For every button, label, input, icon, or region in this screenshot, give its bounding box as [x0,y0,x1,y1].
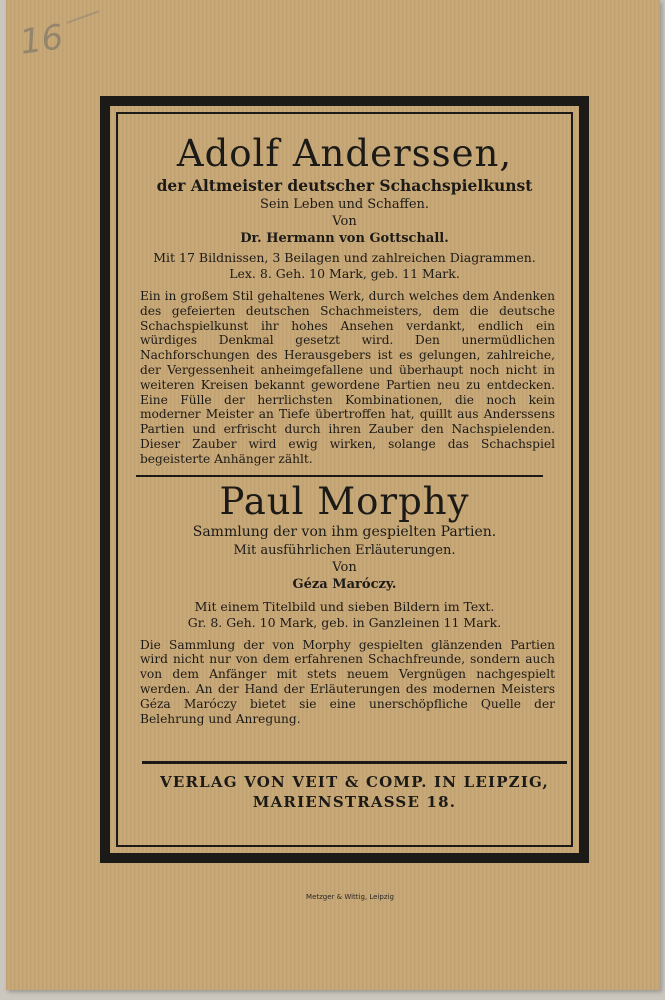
publisher-line-1: VERLAG VON VEIT & COMP. IN LEIPZIG, [160,773,549,791]
morphy-author: Géza Maróczy. [292,576,397,592]
anderssen-details-1: Mit 17 Bildnissen, 3 Beilagen und zahlreichen Diagrammen. [153,250,536,265]
anderssen-author: Dr. Hermann von Gottschall. [240,231,449,246]
morphy-title: Paul Morphy [219,479,470,523]
printer-credit: Metzger & Wittig, Leipzig [306,893,394,901]
publisher-imprint [142,772,567,812]
morphy-tagline: Mit ausführlichen Erläuterungen. [233,542,456,558]
publisher-line-2: MARIENSTRASSE 18. [252,793,457,811]
morphy-description: Die Sammlung der von Morphy gespielten glänzenden Partien wird nicht nur von dem erfahrenen Schachfreunde, sondern auch von dem Anfänger mit stets neuem Vergnügen nachgespielt werden. An der Hand der Erläuterungen des modernen Meisters Géza Maróczy bietet sie eine unerschöpfliche Quelle der Belehrung und Anregung. [140,637,555,726]
anderssen-subtitle: der Altmeister deutscher Schachspielkunst [156,176,533,195]
morphy-details-2: Gr. 8. Geh. 10 Mark, geb. in Ganzleinen 11 Mark. [187,614,502,630]
morphy-details-1: Mit einem Titelbild und sieben Bildern im Text. [194,598,495,614]
anderssen-tagline: Sein Leben und Schaffen. [259,197,430,212]
advertisement-content [126,118,563,726]
publisher-divider [142,761,567,764]
anderssen-section [126,132,563,467]
anderssen-von: Von [332,214,357,229]
morphy-section [126,481,563,727]
morphy-von: Von [332,559,357,575]
anderssen-details-2: Lex. 8. Geh. 10 Mark, geb. 11 Mark. [229,266,460,281]
pencil-mark [67,10,100,24]
anderssen-description: Ein in großem Stil gehaltenes Werk, durch welches dem Andenken des gefeierten deutschen Schachmeisters, dem die deutsche Schachspielkunst ihr hohes Ansehen verdankt, endlich ein würdiges Denkmal gesetzt wird. Den unermüdlichen Nachforschungen des Herausgebers ist es gelungen, zahlreiche, der Vergessenheit anheimgefallene und überhaupt noch nicht in weiteren Kreisen bekannt gewordene Partien neu zu entdecken. Eine Fülle der herrlichsten Kombinationen, die noch kein moderner Meister an Tiefe übertroffen hat, quillt aus Anderssens Partien und erfrischt durch ihren Zauber den Nachspielenden. Dieser Zauber wird ewig wirken, solange das Schachspiel begeisterte Anhänger zählt. [140,289,555,466]
anderssen-title: Adolf Anderssen, [176,132,513,175]
section-divider [136,475,543,477]
morphy-subtitle: Sammlung der von ihm gespielten Partien. [192,523,497,540]
handwritten-note: 16 [17,17,66,63]
